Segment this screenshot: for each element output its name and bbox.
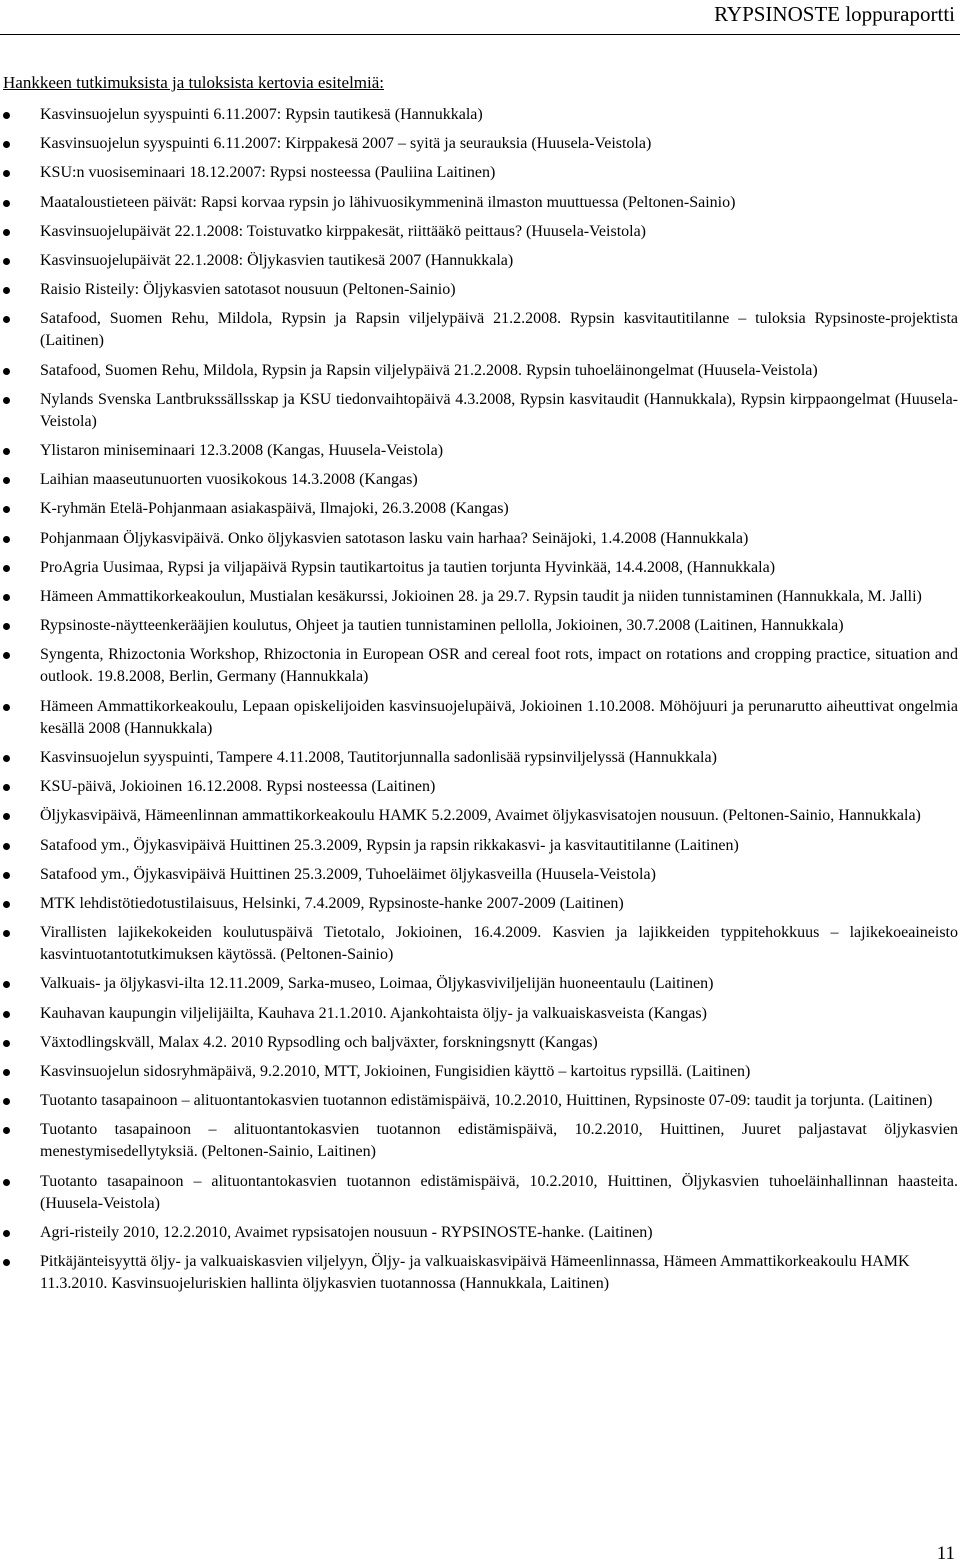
- list-item-text: Agri-risteily 2010, 12.2.2010, Avaimet rypsisatojen nousuun - RYPSINOSTE-hanke. (Laitinen): [40, 1223, 653, 1241]
- bullet-icon: [3, 1127, 10, 1134]
- bullet-icon: [3, 755, 10, 762]
- list-item-text: Kauhavan kaupungin viljelijäilta, Kauhava 21.1.2010. Ajankohtaista öljy- ja valkuaiskasveista (Kangas): [40, 1004, 707, 1022]
- page-number: 11: [936, 1543, 955, 1564]
- list-item: [0, 528, 958, 550]
- list-item-text: Kasvinsuojelupäivät 22.1.2008: Toistuvatko kirppakesät, riittääkö peittaus? (Huusela-Veistola): [40, 222, 647, 240]
- bullet-icon: [3, 112, 10, 119]
- bullet-icon: [3, 1069, 10, 1076]
- list-item: [0, 1032, 958, 1054]
- list-item: [0, 973, 958, 995]
- list-item-text: Kasvinsuojelun sidosryhmäpäivä, 9.2.2010, MTT, Jokioinen, Fungisidien käyttö – kartoitus rypsillä. (Laitinen): [40, 1062, 751, 1080]
- list-item: [0, 586, 958, 608]
- list-item-text: Växtodlingskväll, Malax 4.2. 2010 Rypsodling och baljväxter, forskningsnytt (Kangas): [40, 1033, 598, 1051]
- list-item-text: KSU-päivä, Jokioinen 16.12.2008. Rypsi nosteessa (Laitinen): [40, 778, 436, 796]
- list-item-text: Hämeen Ammattikorkeakoulun, Mustialan kesäkurssi, Jokioinen 28. ja 29.7. Rypsin taudit ja niiden tunnistaminen (Hannukkala, M. Jalli): [40, 588, 922, 605]
- list-item: [0, 1119, 958, 1163]
- list-item-text: Raisio Risteily: Öljykasvien satotasot nousuun (Peltonen-Sainio): [40, 281, 456, 299]
- list-item-text: Maataloustieteen päivät: Rapsi korvaa rypsin jo lähivuosikymmeninä ilmaston muuttuessa (Peltonen-Sainio): [40, 193, 736, 211]
- bullet-icon: [3, 901, 10, 908]
- bullet-icon: [3, 623, 10, 630]
- list-item-text: Kasvinsuojelupäivät 22.1.2008: Öljykasvien tautikesä 2007 (Hannukkala): [40, 251, 514, 269]
- list-item-text: K-ryhmän Etelä-Pohjanmaan asiakaspäivä, Ilmajoki, 26.3.2008 (Kangas): [40, 500, 509, 518]
- bullet-icon: [3, 1179, 10, 1186]
- list-item: [0, 498, 958, 520]
- list-item: [0, 360, 958, 382]
- bullet-icon: [3, 397, 10, 404]
- bullet-icon: [3, 843, 10, 850]
- list-item-text: Satafood ym., Öjykasvipäivä Huittinen 25.3.2009, Tuhoeläimet öljykasveilla (Huusela-Veistola): [40, 865, 656, 883]
- list-item-text: Virallisten lajikekokeiden koulutuspäivä Tietotalo, Jokioinen, 16.4.2009. Kasvien ja lajikkeiden typpitehokkuus – lajikekoeaineisto kasvintuotantotutkimuksen käytössä. (Peltonen-Sainio): [40, 924, 958, 964]
- list-item: [0, 747, 958, 769]
- list-item-text: Syngenta, Rhizoctonia Workshop, Rhizoctonia in European OSR and cereal foot rots, impact on rotations and cropping practice, situation and outlook. 19.8.2008, Berlin, Germany (Hannukkala): [40, 646, 958, 686]
- bullet-icon: [3, 704, 10, 711]
- bullet-icon: [3, 368, 10, 375]
- bullet-icon: [3, 170, 10, 177]
- bullet-icon: [3, 1259, 10, 1266]
- list-item-text: Rypsinoste-näytteenkerääjien koulutus, Ohjeet ja tautien tunnistaminen pellolla, Jokioinen, 30.7.2008 (Laitinen, Hannukkala): [40, 617, 844, 635]
- list-item-text: Hämeen Ammattikorkeakoulu, Lepaan opiskelijoiden kasvinsuojelupäivä, Jokioinen 1.10.2008. Möhöjuuri ja perunarutto aiheuttivat ongelmia kesällä 2008 (Hannukkala): [40, 697, 958, 737]
- bullet-icon: [3, 477, 10, 484]
- bullet-icon: [3, 565, 10, 572]
- list-item: [0, 440, 958, 462]
- bullet-icon: [3, 200, 10, 207]
- list-item: [0, 864, 958, 886]
- bullet-icon: [3, 872, 10, 879]
- list-item: [0, 557, 958, 579]
- list-item-text: Nylands Svenska Lantbrukssällsskap ja KSU tiedonvaihtopäivä 4.3.2008, Rypsin kasvitaudit (Hannukkala), Rypsin kirppaongelmat (Huusela-Veistola): [40, 390, 958, 430]
- bullet-icon: [3, 1230, 10, 1237]
- bullet-icon: [3, 981, 10, 988]
- bullet-icon: [3, 652, 10, 659]
- list-item-text: Valkuais- ja öljykasvi-ilta 12.11.2009, Sarka-museo, Loimaa, Öljykasviviljelijän huoneentaulu (Laitinen): [40, 975, 714, 993]
- bullet-icon: [3, 594, 10, 601]
- list-item: [0, 696, 958, 740]
- list-item-text: Kasvinsuojelun syyspuinti, Tampere 4.11.2008, Tautitorjunnalla sadonlisää rypsinviljelyssä (Hannukkala): [40, 748, 717, 766]
- list-item: [0, 1003, 958, 1025]
- bullet-icon: [3, 1098, 10, 1105]
- bullet-icon: [3, 141, 10, 148]
- list-item: [0, 389, 958, 433]
- list-item-text: ProAgria Uusimaa, Rypsi ja viljapäivä Rypsin tautikartoitus ja tautien torjunta Hyvinkää, 14.4.2008, (Hannukkala): [40, 558, 776, 576]
- list-item: [0, 104, 958, 126]
- list-item-text: Kasvinsuojelun syyspuinti 6.11.2007: Rypsin tautikesä (Hannukkala): [40, 106, 483, 123]
- list-item: [0, 644, 958, 688]
- section-title: Hankkeen tutkimuksista ja tuloksista kertovia esitelmiä:: [3, 73, 385, 92]
- list-item: [0, 1222, 958, 1244]
- list-item-text: Satafood ym., Öjykasvipäivä Huittinen 25.3.2009, Rypsin ja rapsin rikkakasvi- ja kasvitautitilanne (Laitinen): [40, 836, 739, 854]
- list-item: [0, 805, 958, 827]
- list-item: [0, 469, 958, 491]
- list-item: [0, 1251, 958, 1295]
- list-item-text: Pitkäjänteisyyttä öljy- ja valkuaiskasvien viljelyyn, Öljy- ja valkuaiskasvipäivä Hämeenlinnassa, Hämeen Ammattikorkeakoulu HAMK 11.3.2010. Kasvinsuojeluriskien hallinta öljykasvien tuotannossa (Hannukkala, Laitinen): [40, 1253, 910, 1293]
- list-item: [0, 776, 958, 798]
- list-item: [0, 279, 958, 301]
- list-item-text: Öljykasvipäivä, Hämeenlinnan ammattikorkeakoulu HAMK 5.2.2009, Avaimet öljykasvisatojen nousuun. (Peltonen-Sainio, Hannukkala): [40, 807, 921, 825]
- bullet-icon: [3, 930, 10, 937]
- list-item: [0, 615, 958, 637]
- list-item-text: Ylistaron miniseminaari 12.3.2008 (Kangas, Huusela-Veistola): [40, 442, 444, 460]
- presentation-list: [0, 104, 958, 1302]
- list-item: [0, 1061, 958, 1083]
- bullet-icon: [3, 813, 10, 820]
- bullet-icon: [3, 316, 10, 323]
- list-item: [0, 162, 958, 184]
- header-rule: [0, 34, 960, 35]
- list-item-text: Tuotanto tasapainoon – alituontantokasvien tuotannon edistämispäivä, 10.2.2010, Huittinen, Rypsinoste 07-09: taudit ja torjunta. (Laitinen): [40, 1092, 933, 1110]
- list-item: [0, 835, 958, 857]
- list-item-text: Kasvinsuojelun syyspuinti 6.11.2007: Kirppakesä 2007 – syitä ja seurauksia (Huusela-Veistola): [40, 135, 652, 153]
- list-item: [0, 192, 958, 214]
- bullet-icon: [3, 506, 10, 513]
- bullet-icon: [3, 1011, 10, 1018]
- list-item: [0, 1090, 958, 1112]
- bullet-icon: [3, 258, 10, 265]
- list-item: [0, 922, 958, 966]
- bullet-icon: [3, 229, 10, 236]
- list-item: [0, 1171, 958, 1215]
- list-item: [0, 308, 958, 352]
- list-item-text: MTK lehdistötiedotustilaisuus, Helsinki, 7.4.2009, Rypsinoste-hanke 2007-2009 (Laitinen): [40, 894, 624, 912]
- list-item: [0, 250, 958, 272]
- list-item: [0, 221, 958, 243]
- running-header: RYPSINOSTE loppuraportti: [714, 2, 955, 26]
- list-item-text: Pohjanmaan Öljykasvipäivä. Onko öljykasvien satotason lasku vain harhaa? Seinäjoki, 1.4.2008 (Hannukkala): [40, 529, 749, 547]
- list-item: [0, 893, 958, 915]
- bullet-icon: [3, 536, 10, 543]
- bullet-icon: [3, 784, 10, 791]
- list-item-text: Tuotanto tasapainoon – alituontantokasvien tuotannon edistämispäivä, 10.2.2010, Huittinen, Öljykasvien tuhoeläinhallinnan haasteita. (Huusela-Veistola): [40, 1172, 958, 1212]
- bullet-icon: [3, 448, 10, 455]
- bullet-icon: [3, 287, 10, 294]
- bullet-icon: [3, 1040, 10, 1047]
- list-item-text: Tuotanto tasapainoon – alituontantokasvien tuotannon edistämispäivä, 10.2.2010, Huittinen, Juuret paljastavat öljykasvien menestymisedellytyksiä. (Peltonen-Sainio, Laitinen): [40, 1121, 958, 1161]
- list-item-text: KSU:n vuosiseminaari 18.12.2007: Rypsi nosteessa (Pauliina Laitinen): [40, 164, 496, 182]
- list-item: [0, 133, 958, 155]
- list-item-text: Laihian maaseutunuorten vuosikokous 14.3.2008 (Kangas): [40, 471, 418, 489]
- list-item-text: Satafood, Suomen Rehu, Mildola, Rypsin ja Rapsin viljelypäivä 21.2.2008. Rypsin kasvitautitilanne – tuloksia Rypsinoste-projektista (Laitinen): [40, 310, 958, 350]
- list-item-text: Satafood, Suomen Rehu, Mildola, Rypsin ja Rapsin viljelypäivä 21.2.2008. Rypsin tuhoeläinongelmat (Huusela-Veistola): [40, 361, 818, 379]
